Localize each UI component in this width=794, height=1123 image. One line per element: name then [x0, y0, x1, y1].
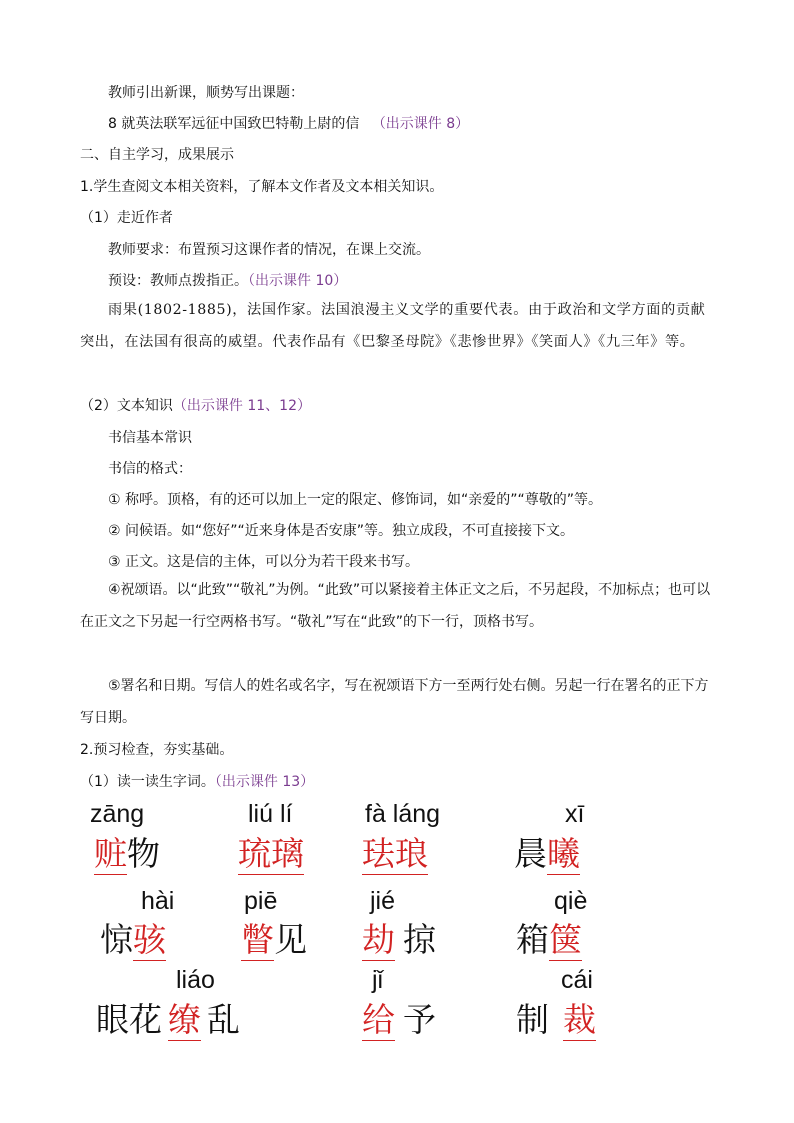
new-character: 劫: [362, 920, 395, 959]
plain-character: 惊: [100, 920, 133, 959]
plain-character: 晨: [514, 834, 547, 873]
preset-text: 预设：教师点拨指正。: [108, 273, 248, 289]
vocab-characters: [100, 914, 166, 961]
sub-heading-author: （1）走近作者: [80, 210, 173, 226]
pinyin: hài: [141, 887, 175, 915]
pinyin: cái: [561, 966, 593, 994]
pinyin: fà láng: [365, 800, 441, 828]
plain-character: 见: [274, 920, 307, 959]
lesson-title-line: [108, 114, 469, 134]
new-character: 缭: [168, 1000, 201, 1039]
teacher-requirement: 教师要求：布置预习这课作者的情况，在课上交流。: [108, 242, 430, 258]
plain-character: 制: [516, 1000, 549, 1039]
vocab-characters: [241, 914, 307, 961]
courseware-note: （出示课件 10）: [248, 273, 348, 289]
vocab-characters: [514, 828, 580, 875]
format-item-2: ② 问候语。如“您好”“近来身体是否安康”等。独立成段，不可直接接下文。: [108, 523, 575, 539]
author-bio: 雨果(1802-1885)，法国作家。法国浪漫主义文学的重要代表。由于政治和文学方面的贡献突出，在法国有很高的威望。代表作品有《巴黎圣母院》《悲惨世界》《笑面人》《九三年》等。: [80, 302, 706, 350]
new-character: 琉璃: [238, 834, 304, 873]
courseware-note: （出示课件 13）: [214, 774, 315, 790]
pinyin: piē: [244, 887, 278, 915]
pinyin: zāng: [90, 800, 145, 828]
plain-character: 箱: [516, 920, 549, 959]
vocab-characters: [238, 828, 304, 875]
vocab-characters: [362, 914, 436, 961]
preset-line: [108, 271, 347, 291]
pinyin: qiè: [554, 887, 588, 915]
vocab-characters: [362, 994, 436, 1041]
letter-basics: 书信基本常识: [108, 430, 192, 446]
read-words-heading: （1）读一读生字词。: [80, 774, 215, 790]
step-1-heading: 1.学生查阅文本相关资料，了解本文作者及文本相关知识。: [80, 179, 444, 195]
section-heading: 二、自主学习，成果展示: [80, 147, 234, 163]
plain-character: 眼花: [96, 1000, 162, 1039]
courseware-note: （出示课件 8）: [371, 116, 470, 132]
new-character: 给: [362, 1000, 395, 1039]
vocab-characters: [362, 828, 428, 875]
new-character: 珐琅: [362, 834, 428, 873]
vocab-characters: [96, 994, 240, 1041]
pinyin: xī: [565, 800, 585, 828]
new-character: 瞥: [241, 920, 274, 959]
new-character: 箧: [549, 920, 582, 959]
new-character: 曦: [547, 834, 580, 873]
pinyin: jǐ: [372, 966, 384, 994]
format-item-3: ③ 正文。这是信的主体，可以分为若干段来书写。: [108, 554, 419, 570]
vocab-characters: [516, 994, 596, 1041]
new-character: 裁: [563, 1000, 596, 1039]
plain-character: 乱: [207, 1000, 240, 1039]
step-2-heading: 2.预习检查，夯实基础。: [80, 742, 234, 758]
format-item-5: ⑤署名和日期。写信人的姓名或名字，写在祝颂语下方一至两行处右侧。另起一行在署名的正下方写日期。: [80, 678, 709, 726]
new-character: 骇: [133, 920, 166, 959]
intro-line: 教师引出新课，顺势写出课题：: [108, 85, 304, 101]
read-words-line: [80, 772, 314, 792]
courseware-note: （出示课件 11、12）: [172, 398, 312, 414]
text-knowledge-line: [80, 396, 311, 416]
pinyin: liáo: [176, 966, 215, 994]
lesson-title: 8 就英法联军远征中国致巴特勒上尉的信: [108, 116, 360, 132]
new-character: 赃: [94, 834, 127, 873]
letter-format: 书信的格式：: [108, 461, 192, 477]
pinyin: liú lí: [248, 800, 293, 828]
text-knowledge-heading: （2）文本知识: [80, 398, 173, 414]
format-item-4: ④祝颂语。以“此致”“敬礼”为例。“此致”可以紧接着主体正文之后，不另起段，不加标点；也可以在正文之下另起一行空两格书写。“敬礼”写在“此致”的下一行，顶格书写。: [80, 582, 711, 630]
format-item-1: ① 称呼。顶格，有的还可以加上一定的限定、修饰词，如“亲爱的”“尊敬的”等。: [108, 492, 603, 508]
pinyin: jié: [370, 887, 396, 915]
plain-character: 掠: [403, 920, 436, 959]
vocab-characters: [516, 914, 582, 961]
vocab-characters: [94, 828, 160, 875]
plain-character: 物: [127, 834, 160, 873]
plain-character: 予: [403, 1000, 436, 1039]
